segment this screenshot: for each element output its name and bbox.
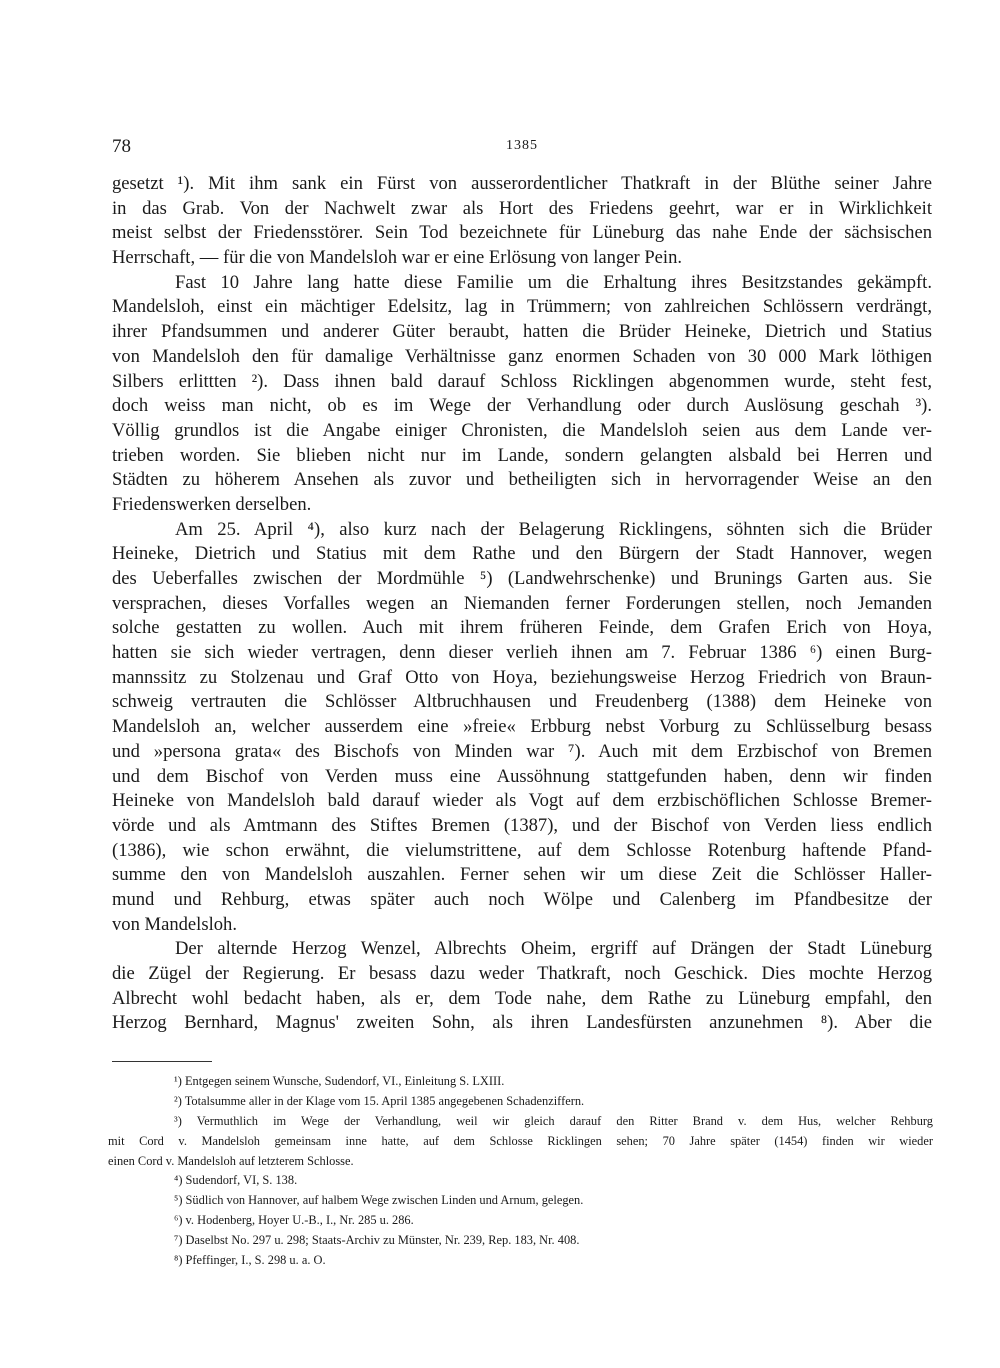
body-line: die Zügel der Regierung. Er besass dazu weder Thatkraft, noch Geschick. Dies mochte Herzog (112, 963, 932, 984)
footnote-continuation: einen Cord v. Mandelsloh auf letzterem Schlosse. (108, 1153, 354, 1168)
body-line: mund und Rehburg, etwas später auch noch Wölpe und Calenberg im Pfandbesitze der (112, 888, 932, 910)
body-line: hatten sie sich wieder vertragen, denn dieser verlieh ihnen am 7. Februar 1386 ⁶) einen Burg- (112, 642, 932, 664)
footnote: ²) Totalsumme aller in der Klage vom 15. April 1385 angegebenen Schadenziffern. (174, 1093, 585, 1108)
body-line: Heineke, Dietrich und Statius mit dem Rathe und den Bürgern der Stadt Hannover, wegen (112, 543, 932, 565)
body-line: (1386), wie schon erwähnt, die vielumstrittene, auf dem Schlosse Rotenburg haftende Pfand- (112, 839, 932, 861)
body-line: Mandelsloh, einst ein mächtiger Edelsitz, lag in Trümmern; von zahlreichen Schlössern verdrängt, (112, 296, 932, 318)
body-line: Am 25. April ⁴), also kurz nach der Belagerung Ricklingens, söhnten sich die Brüder (175, 518, 932, 540)
body-line: Heineke von Mandelsloh bald darauf wieder als Vogt auf dem erzbischöflichen Schlosse Bremer- (112, 790, 932, 812)
footnotes (108, 1072, 933, 1271)
body-line: in das Grab. Von der Nachwelt zwar als Hort des Friedens geehrt, war er in Wirklichkeit (112, 197, 932, 219)
body-line: mannssitz zu Stolzenau und Graf Otto von Hoya, beziehungsweise Herzog Friedrich von Braun- (112, 666, 932, 688)
running-head-year: 1385 (506, 138, 538, 153)
footnote: ⁸) Pfeffinger, I., S. 298 u. a. O. (174, 1253, 326, 1268)
body-line: meist selbst der Friedensstörer. Sein Tod bezeichnete für Lüneburg das nahe Ende der sächsischen (112, 222, 932, 244)
footnote: ⁵) Südlich von Hannover, auf halbem Wege zwischen Linden und Arnum, gelegen. (174, 1193, 584, 1208)
page-header (112, 136, 932, 162)
footnote: ⁷) Daselbst No. 297 u. 298; Staats-Archiv zu Münster, Nr. 239, Rep. 183, Nr. 408. (174, 1233, 580, 1248)
body-line: Albrecht wohl bedacht haben, als er, dem Tode nahe, dem Rathe zu Lüneburg empfahl, den (112, 987, 932, 1009)
body-text (112, 172, 932, 1036)
footnote: ³) Vermuthlich im Wege der Verhandlung, weil wir gleich darauf den Ritter Brand v. dem Hus, welcher Rehburg (174, 1113, 933, 1128)
body-line: versprachen, dieses Vorfalles wegen an Niemanden ferner Forderungen stellen, noch Jemanden (112, 592, 932, 614)
body-line: schweig vertrauten die Schlösser Altbruchhausen und Freudenberg (1388) dem Heineke von (112, 691, 932, 713)
body-line: vörde und als Amtmann des Stiftes Bremen (1387), und der Bischof von Verden liess endlich (112, 814, 932, 836)
body-line: Friedenswerken derselben. (112, 493, 312, 515)
page-number: 78 (112, 136, 131, 157)
body-line: von Mandelsloh. (112, 913, 237, 935)
body-line: Fast 10 Jahre lang hatte diese Familie um die Erhaltung ihres Besitzstandes gekämpft. (175, 271, 932, 293)
body-line: ihrer Pfandsummen und anderer Güter beraubt, hatten die Brüder Heineke, Dietrich und Statius (112, 321, 932, 343)
body-line: Städten zu höherem Ansehen als zuvor und betheiligten sich in hervorragender Weise an den (112, 469, 932, 491)
body-line: Der alternde Herzog Wenzel, Albrechts Oheim, ergriff auf Drängen der Stadt Lüneburg (175, 938, 932, 960)
body-line: und »persona grata« des Bischofs von Minden war ⁷). Auch mit dem Erzbischof von Bremen (112, 740, 932, 762)
body-line: Herrschaft, — für die von Mandelsloh war er eine Erlösung von langer Pein. (112, 247, 683, 269)
body-line: solche gestatten zu wollen. Auch mit ihrem früheren Feinde, dem Grafen Erich von Hoya, (112, 617, 932, 639)
footnote: ⁶) v. Hodenberg, Hoyer U.-B., I., Nr. 285 u. 286. (174, 1213, 414, 1228)
body-line: gesetzt ¹). Mit ihm sank ein Fürst von ausserordentlicher Thatkraft in der Blüthe seiner Jahre (112, 173, 932, 194)
body-line: Mandelsloh an, welcher ausserdem eine »freie« Erbburg nebst Vorburg zu Schlüsselburg besass (112, 716, 932, 738)
footnote-continuation: mit Cord v. Mandelsloh gemeinsam inne hatte, auf dem Schlosse Ricklingen sehen; 70 Jahre später (1454) finden wir wieder (108, 1133, 933, 1148)
body-line: trieben worden. Sie blieben nicht nur im Lande, sondern gelangten alsbald bei Herren und (112, 444, 932, 466)
body-line: doch weiss man nicht, ob es im Wege der Verhandlung oder durch Auslösung geschah ³). (112, 395, 932, 417)
body-line: Völlig grundlos ist die Angabe einiger Chronisten, die Mandelsloh seien aus dem Lande ver- (112, 419, 932, 441)
body-line: Herzog Bernhard, Magnus' zweiten Sohn, als ihren Landesfürsten anzunehmen ⁸). Aber die (112, 1012, 932, 1034)
footnote: ⁴) Sudendorf, VI, S. 138. (174, 1173, 298, 1188)
footnote-separator (112, 1061, 212, 1062)
body-line: und dem Bischof von Verden muss eine Aussöhnung stattgefunden haben, denn wir finden (112, 765, 932, 787)
body-line: Silbers erlittten ²). Dass ihnen bald darauf Schloss Ricklingen abgenommen wurde, steht fest, (112, 370, 932, 392)
footnote: ¹) Entgegen seinem Wunsche, Sudendorf, VI., Einleitung S. LXIII. (174, 1074, 505, 1088)
body-line: des Ueberfalles zwischen der Mordmühle ⁵) (Landwehrschenke) und Brunings Garten aus. Sie (112, 568, 932, 589)
body-line: summe den von Mandelsloh auszahlen. Ferner sehen wir um diese Zeit die Schlösser Haller- (112, 864, 932, 886)
body-line: von Mandelsloh den für damalige Verhältnisse ganz enormen Schaden von 30 000 Mark löthigen (112, 345, 932, 367)
